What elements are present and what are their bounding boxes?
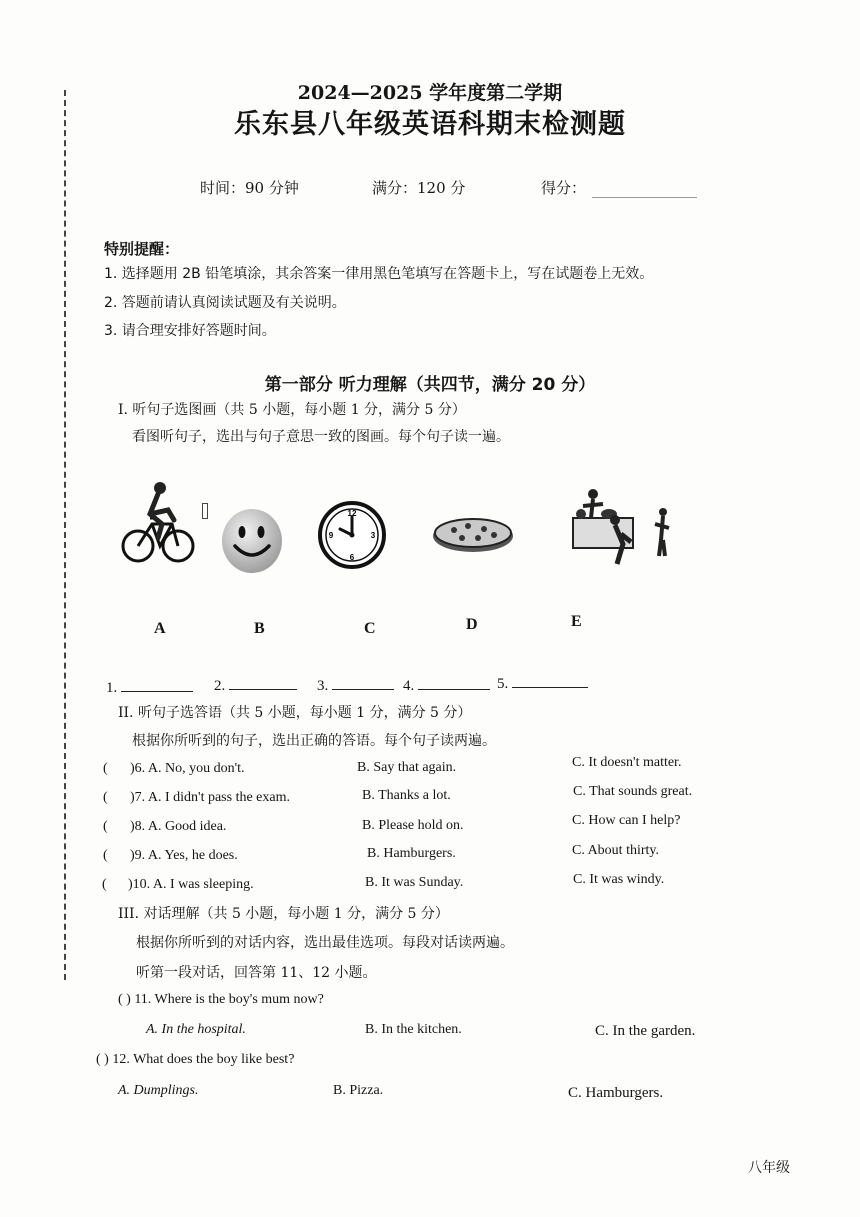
score-blank xyxy=(592,183,697,198)
grade-footer: 八年级 xyxy=(748,1160,790,1176)
score-field xyxy=(541,177,697,198)
full-score: 满分：120 分 xyxy=(372,179,466,197)
question-12-stem[interactable]: ( ) 12. What does the boy like best? xyxy=(96,1052,295,1067)
blank-label: 5. xyxy=(497,676,509,692)
picture-label: E xyxy=(571,613,582,630)
svg-text:12: 12 xyxy=(347,509,357,518)
question-option-b: B. Please hold on. xyxy=(362,818,464,833)
score-label: 得分： xyxy=(541,179,587,197)
blank-label: 2. xyxy=(214,678,226,694)
section1-instruction: 看图听句子，选出与句子意思一致的图画。每个句子读一遍。 xyxy=(132,429,510,445)
question-option-c: C. In the garden. xyxy=(595,1023,696,1039)
exam-time: 时间：90 分钟 xyxy=(200,179,299,197)
question-option-a: )10. A. I was sleeping. xyxy=(128,877,254,892)
section2-instruction: 根据你所听到的句子，选出正确的答语。每个句子读两遍。 xyxy=(132,733,496,749)
dialogue-intro: 听第一段对话，回答第 11、12 小题。 xyxy=(136,965,377,981)
section3-instruction: 根据你所听到的对话内容，选出最佳选项。每段对话读两遍。 xyxy=(136,935,514,951)
notice-item: 1. 选择题用 2B 铅笔填涂，其余答案一律用黑色笔填写在答题卡上，写在试题卷上无效。 xyxy=(104,266,654,282)
answer-blank[interactable] xyxy=(512,673,588,688)
question-option-b: B. Thanks a lot. xyxy=(362,788,451,803)
question-option-c: C. About thirty. xyxy=(572,843,659,858)
question-option-c: C. How can I help? xyxy=(572,813,681,828)
question-option-a: A. In the hospital. xyxy=(146,1022,246,1037)
question-paren[interactable]: ( xyxy=(103,848,108,863)
year-title: 2024—2025 学年度第二学期 xyxy=(297,82,563,104)
question-option-b: B. In the kitchen. xyxy=(365,1022,462,1037)
svg-text:6: 6 xyxy=(349,553,355,562)
cyclist-icon xyxy=(120,480,198,570)
question-option-a: A. Dumplings. xyxy=(118,1083,199,1098)
question-11-stem[interactable]: ( ) 11. Where is the boy's mum now? xyxy=(118,992,324,1007)
notice-title: 特别提醒： xyxy=(104,240,180,258)
binding-dashed-line xyxy=(64,90,66,980)
question-option-c: C. Hamburgers. xyxy=(568,1085,664,1101)
picture-label: C xyxy=(364,620,376,637)
question-option-b: B. It was Sunday. xyxy=(365,875,464,890)
answer-blank-row xyxy=(403,675,490,695)
question-option-b: B. Say that again. xyxy=(357,760,457,775)
pizza-icon xyxy=(432,516,514,554)
exam-title: 乐东县八年级英语科期末检测题 xyxy=(234,109,626,140)
answer-blank-row xyxy=(497,673,588,693)
blank-label: 4. xyxy=(403,678,415,694)
question-option-c: C. That sounds great. xyxy=(573,784,693,799)
svg-text:3: 3 xyxy=(370,531,376,540)
question-paren[interactable]: ( xyxy=(103,761,108,776)
band-concert-icon xyxy=(565,484,673,566)
question-option-a: )7. A. I didn't pass the exam. xyxy=(130,790,290,805)
picture-label: B xyxy=(254,620,265,637)
part1-title: 第一部分 听力理解（共四节，满分 20 分） xyxy=(264,375,596,395)
question-option-c: C. It doesn't matter. xyxy=(572,755,682,770)
question-paren[interactable]: ( xyxy=(103,819,108,834)
question-paren[interactable]: ( xyxy=(102,877,107,892)
notice-item: 3. 请合理安排好答题时间。 xyxy=(104,323,276,339)
section2-title: II. 听句子选答语（共 5 小题，每小题 1 分，满分 5 分） xyxy=(118,705,472,721)
question-option-b: B. Hamburgers. xyxy=(367,846,456,861)
question-option-a: )8. A. Good idea. xyxy=(130,819,227,834)
answer-blank-row xyxy=(214,675,297,695)
section3-title: III. 对话理解（共 5 小题，每小题 1 分，满分 5 分） xyxy=(118,906,449,922)
answer-blank[interactable] xyxy=(332,675,394,690)
answer-blank[interactable] xyxy=(229,675,297,690)
blank-label: 3. xyxy=(317,678,329,694)
question-option-a: )6. A. No, you don't. xyxy=(130,761,245,776)
section1-title: I. 听句子选图画（共 5 小题，每小题 1 分，满分 5 分） xyxy=(118,402,466,418)
notice-item: 2. 答题前请认真阅读试题及有关说明。 xyxy=(104,295,346,311)
clock-icon xyxy=(318,498,386,572)
picture-label: A xyxy=(154,620,166,637)
answer-blank-row xyxy=(106,677,193,697)
question-paren[interactable]: ( xyxy=(103,790,108,805)
answer-blank-row xyxy=(317,675,394,695)
svg-text:9: 9 xyxy=(328,531,334,540)
question-option-a: )9. A. Yes, he does. xyxy=(130,848,238,863)
question-option-b: B. Pizza. xyxy=(333,1083,384,1098)
picture-label: D xyxy=(466,616,478,633)
scan-mark xyxy=(202,503,208,519)
answer-blank[interactable] xyxy=(121,677,193,692)
smiley-face-icon xyxy=(221,508,283,574)
blank-label: 1. xyxy=(106,680,118,696)
question-option-c: C. It was windy. xyxy=(573,872,665,887)
answer-blank[interactable] xyxy=(418,675,490,690)
